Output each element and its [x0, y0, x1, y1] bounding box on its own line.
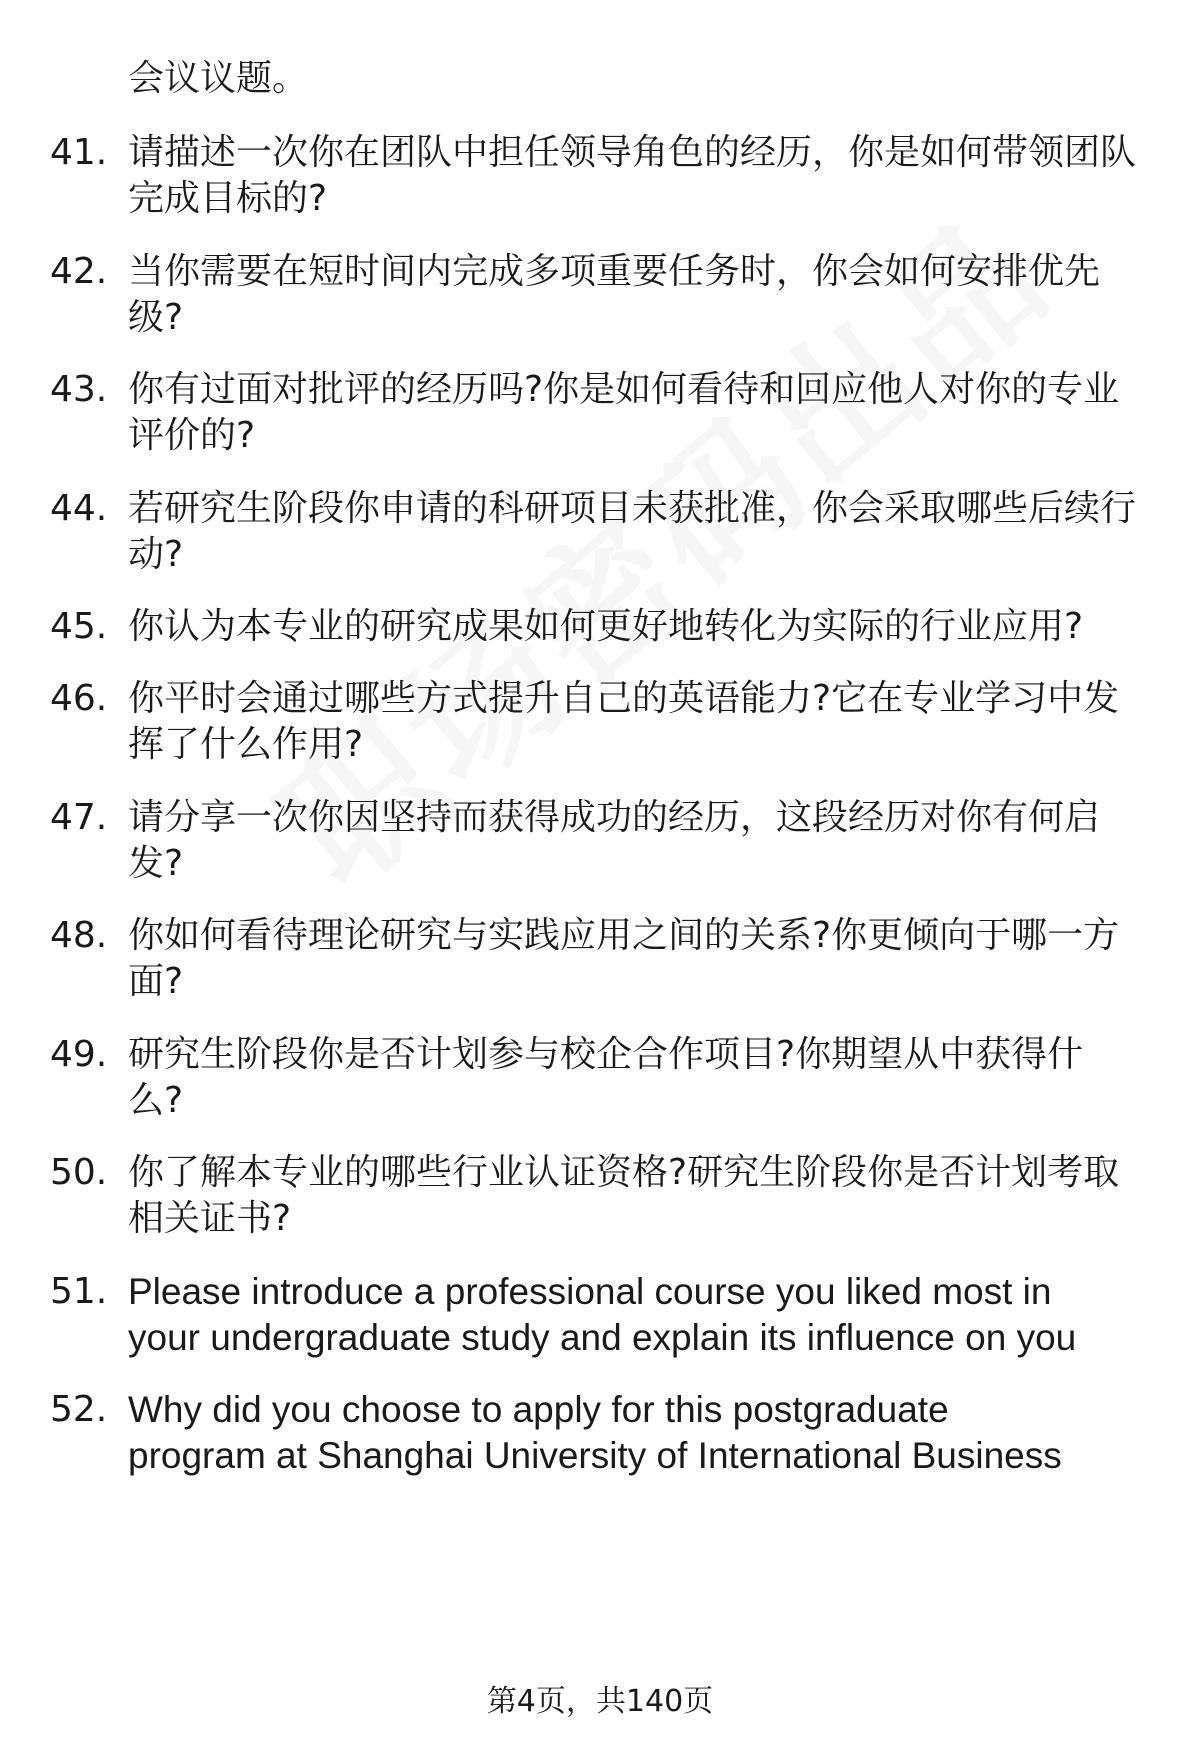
- item-number: 46.: [50, 678, 108, 719]
- page-footer: 第4页，共140页: [486, 1684, 714, 1719]
- item-text-line: 你有过面对批评的经历吗?你是如何看待和回应他人对你的专业: [128, 369, 1120, 410]
- item-text-line: 面?: [128, 961, 184, 1002]
- item-number: 48.: [50, 915, 108, 956]
- item-text-line: 请分享一次你因坚持而获得成功的经历，这段经历对你有何启: [128, 797, 1101, 838]
- item-text-line: program at Shanghai University of International Business: [128, 1435, 1062, 1476]
- item-text-line: 挥了什么作用?: [128, 724, 364, 765]
- item-text-line: 若研究生阶段你申请的科研项目未获批准，你会采取哪些后续行: [128, 488, 1137, 529]
- item-text-line: 你如何看待理论研究与实践应用之间的关系?你更倾向于哪一方: [128, 915, 1120, 956]
- item-text-line: 评价的?: [128, 415, 256, 456]
- item-number: 50.: [50, 1152, 108, 1193]
- item-text-line: 当你需要在短时间内完成多项重要任务时，你会如何安排优先: [128, 251, 1101, 292]
- item-text-line: 你了解本专业的哪些行业认证资格?研究生阶段你是否计划考取: [128, 1152, 1120, 1193]
- item-text-line: 你认为本专业的研究成果如何更好地转化为实际的行业应用?: [128, 606, 1084, 647]
- item-text-line: 完成目标的?: [128, 178, 328, 219]
- item-text-line: 发?: [128, 843, 184, 884]
- item-number: 41.: [50, 132, 108, 173]
- item-number: 42.: [50, 251, 108, 292]
- item-text-line: 动?: [128, 534, 184, 575]
- item-text-line: 级?: [128, 297, 184, 338]
- item-number: 44.: [50, 488, 108, 529]
- item-text-line: 研究生阶段你是否计划参与校企合作项目?你期望从中获得什: [128, 1034, 1084, 1075]
- item-text-line: 么?: [128, 1080, 184, 1121]
- item-text-line: Why did you choose to apply for this postgraduate: [128, 1389, 949, 1430]
- item-text-line: 你平时会通过哪些方式提升自己的英语能力?它在专业学习中发: [128, 678, 1120, 719]
- item-text-line: 请描述一次你在团队中担任领导角色的经历，你是如何带领团队: [128, 132, 1137, 173]
- continuation-text: 会议议题。: [128, 58, 309, 99]
- item-number: 51.: [50, 1271, 108, 1312]
- item-number: 52.: [50, 1389, 108, 1430]
- item-number: 43.: [50, 369, 108, 410]
- item-number: 47.: [50, 797, 108, 838]
- item-number: 49.: [50, 1034, 108, 1075]
- item-text-line: Please introduce a professional course you liked most in: [128, 1271, 1052, 1312]
- item-text-line: 相关证书?: [128, 1198, 292, 1239]
- item-number: 45.: [50, 606, 108, 647]
- item-text-line: your undergraduate study and explain its influence on you: [128, 1317, 1077, 1358]
